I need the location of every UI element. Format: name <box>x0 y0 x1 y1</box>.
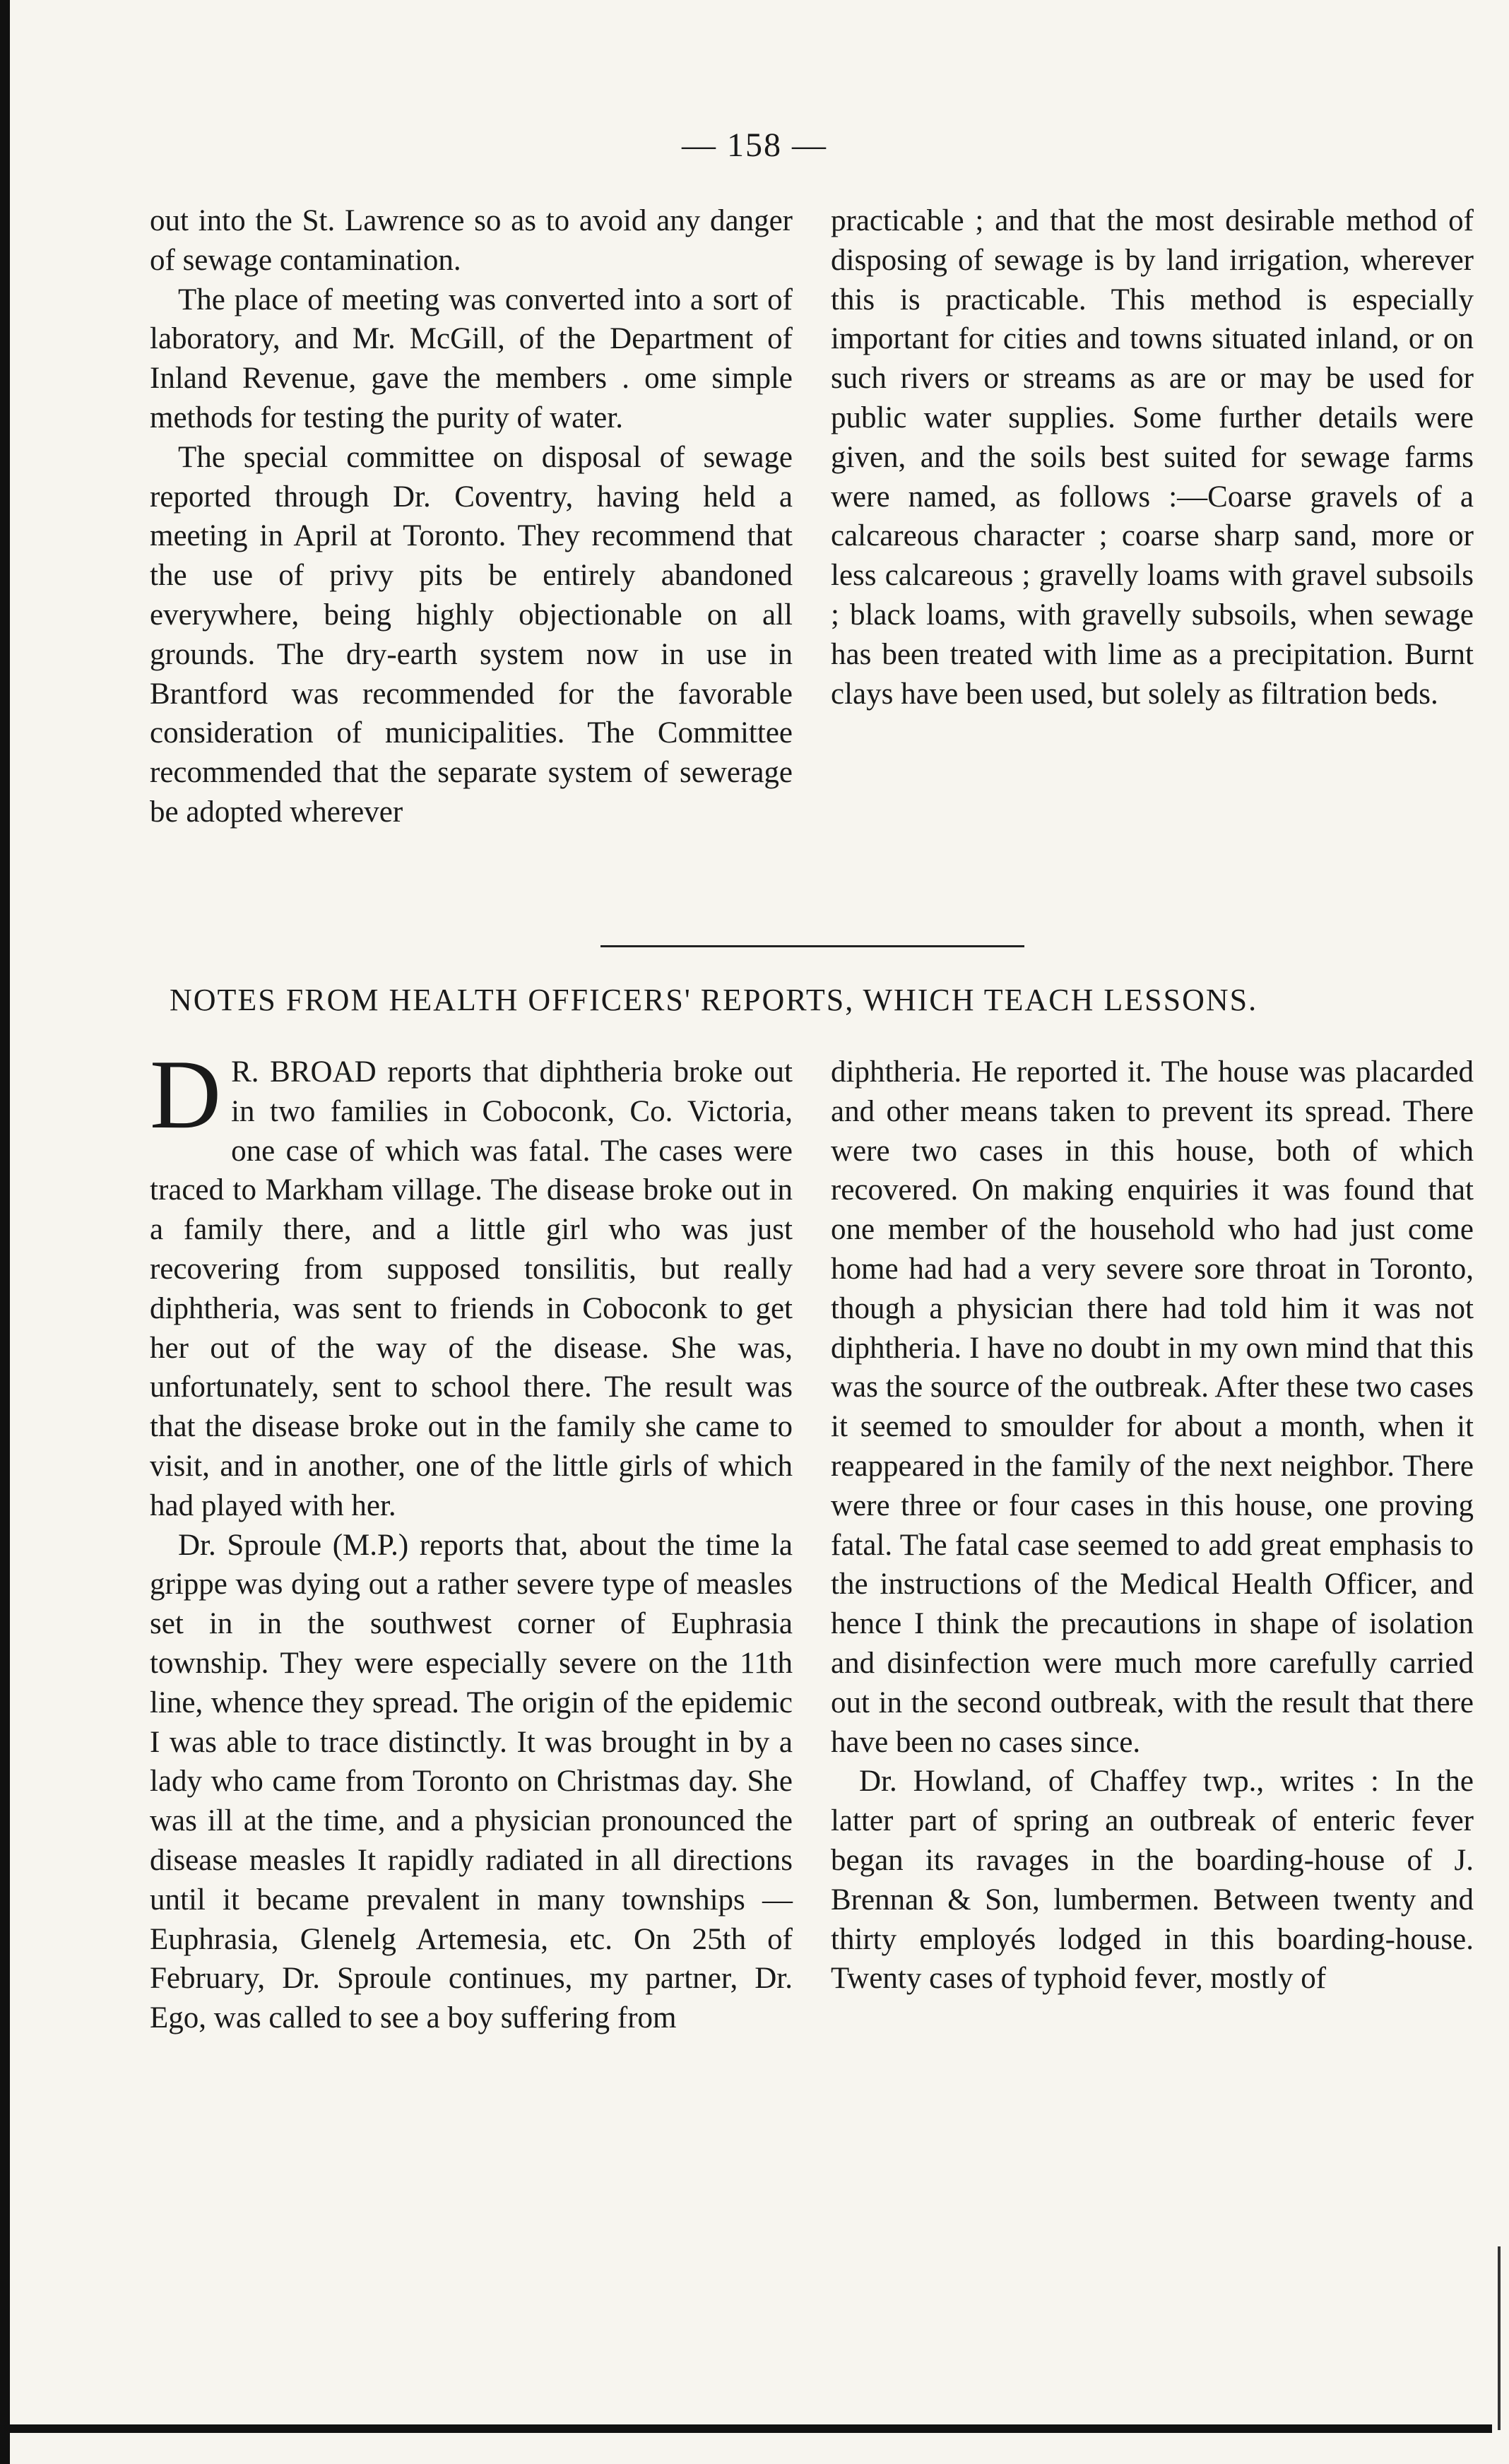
drop-cap: D <box>150 1040 222 1149</box>
paragraph: The place of meeting was converted into a sort of laboratory, and Mr. McGill, of the Department of Inland Revenue, gave the members . ome simple methods for testing the purity of water. <box>150 283 793 434</box>
top-right-column <box>831 201 1474 713</box>
paragraph: Dr. Howland, of Chaffey twp., writes : In the latter part of spring an outbreak of enteric fever began its ravages in the boarding-house of J. Brennan & Son, lumbermen. Between twenty and thirty employés lodged in this boarding-house. Twenty cases of typhoid fever, mostly of <box>831 1765 1474 1996</box>
paragraph: practicable ; and that the most desirable method of disposing of sewage is by land irrigation, wherever this is practicable. This method is especially important for cities and towns situated inland, or on such rivers or streams as are or may be used for public water supplies. Some further details were given, and the soils best suited for sewage farms were named, as follows :—Coarse gravels of a calcareous character ; coarse sharp sand, more or less calcareous ; gravelly loams with gravel subsoils ; black loams, with gravelly subsoils, when sewage has been treated with lime as a precipitation. Burnt clays have been used, but solely as filtration beds. <box>831 204 1474 711</box>
section-divider <box>600 945 1024 947</box>
paragraph: The special committee on disposal of sewage reported through Dr. Coventry, having held a meeting in April at Toronto. They recommend that the use of privy pits be entirely abandoned everywhere, being highly objectionable on all grounds. The dry-earth system now in use in Brantford was recommended for the favorable consideration of municipalities. The Committee recommended that the separate system of sewerage be adopted wherever <box>150 440 793 829</box>
bottom-border-rule <box>10 2424 1492 2433</box>
paragraph: Dr. Sproule (M.P.) reports that, about the time la grippe was dying out a rather severe type of measles set in in the southwest corner of Euphrasia township. They were especially severe on the 11th line, whence they spread. The origin of the epidemic I was able to trace distinctly. It was brought in by a lady who came from Toronto on Christmas day. She was ill at the time, and a physician pronounced the disease measles It rapidly radiated in all directions until it became prevalent in many townships — Euphrasia, Glenelg Artemesia, etc. On 25th of February, Dr. Sproule continues, my partner, Dr. Ego, was called to see a boy suffering from <box>150 1528 793 2035</box>
page-number: — 158 — <box>682 126 827 164</box>
section-heading: NOTES FROM HEALTH OFFICERS' REPORTS, WHICH TEACH LESSONS. <box>170 983 1258 1017</box>
top-left-column <box>150 201 793 832</box>
bottom-left-column <box>150 1040 793 2038</box>
paragraph <box>150 1040 793 1526</box>
paragraph: out into the St. Lawrence so as to avoid any danger of sewage contamination. <box>150 204 793 277</box>
paragraph: diphtheria. He reported it. The house was placarded and other means taken to prevent its spread. There were two cases in this house, both of which recovered. On making enquiries it was found that one member of the household who had just come home had had a very severe sore throat in Toronto, though a physician there had told him it was not diphtheria. I have no doubt in my own mind that this was the source of the outbreak. After these two cases it seemed to smoulder for about a month, when it reappeared in the family of the next neighbor. There were three or four cases in this house, one proving fatal. The fatal case seemed to add great emphasis to the instructions of the Medical Health Officer, and hence I think the precautions in shape of isolation and disinfection were much more carefully carried out in the second outbreak, with the result that there have been no cases since. <box>831 1055 1474 1759</box>
left-border-rule <box>0 0 10 2464</box>
paragraph-text: R. BROAD reports that diphtheria broke out in two families in Coboconk, Co. Victoria, one case of which was fatal. The cases were traced to Markham village. The disease broke out in a family there, and a little girl who was just recovering from supposed tonsilitis, but really diphtheria, was sent to friends in Coboconk to get her out of the way of the disease. She was, unfortunately, sent to school there. The result was that the disease broke out in the family she came to visit, and in another, one of the little girls of which had played with her. <box>150 1055 793 1522</box>
right-border-rule <box>1498 2246 1501 2430</box>
bottom-right-column <box>831 1053 1474 1998</box>
